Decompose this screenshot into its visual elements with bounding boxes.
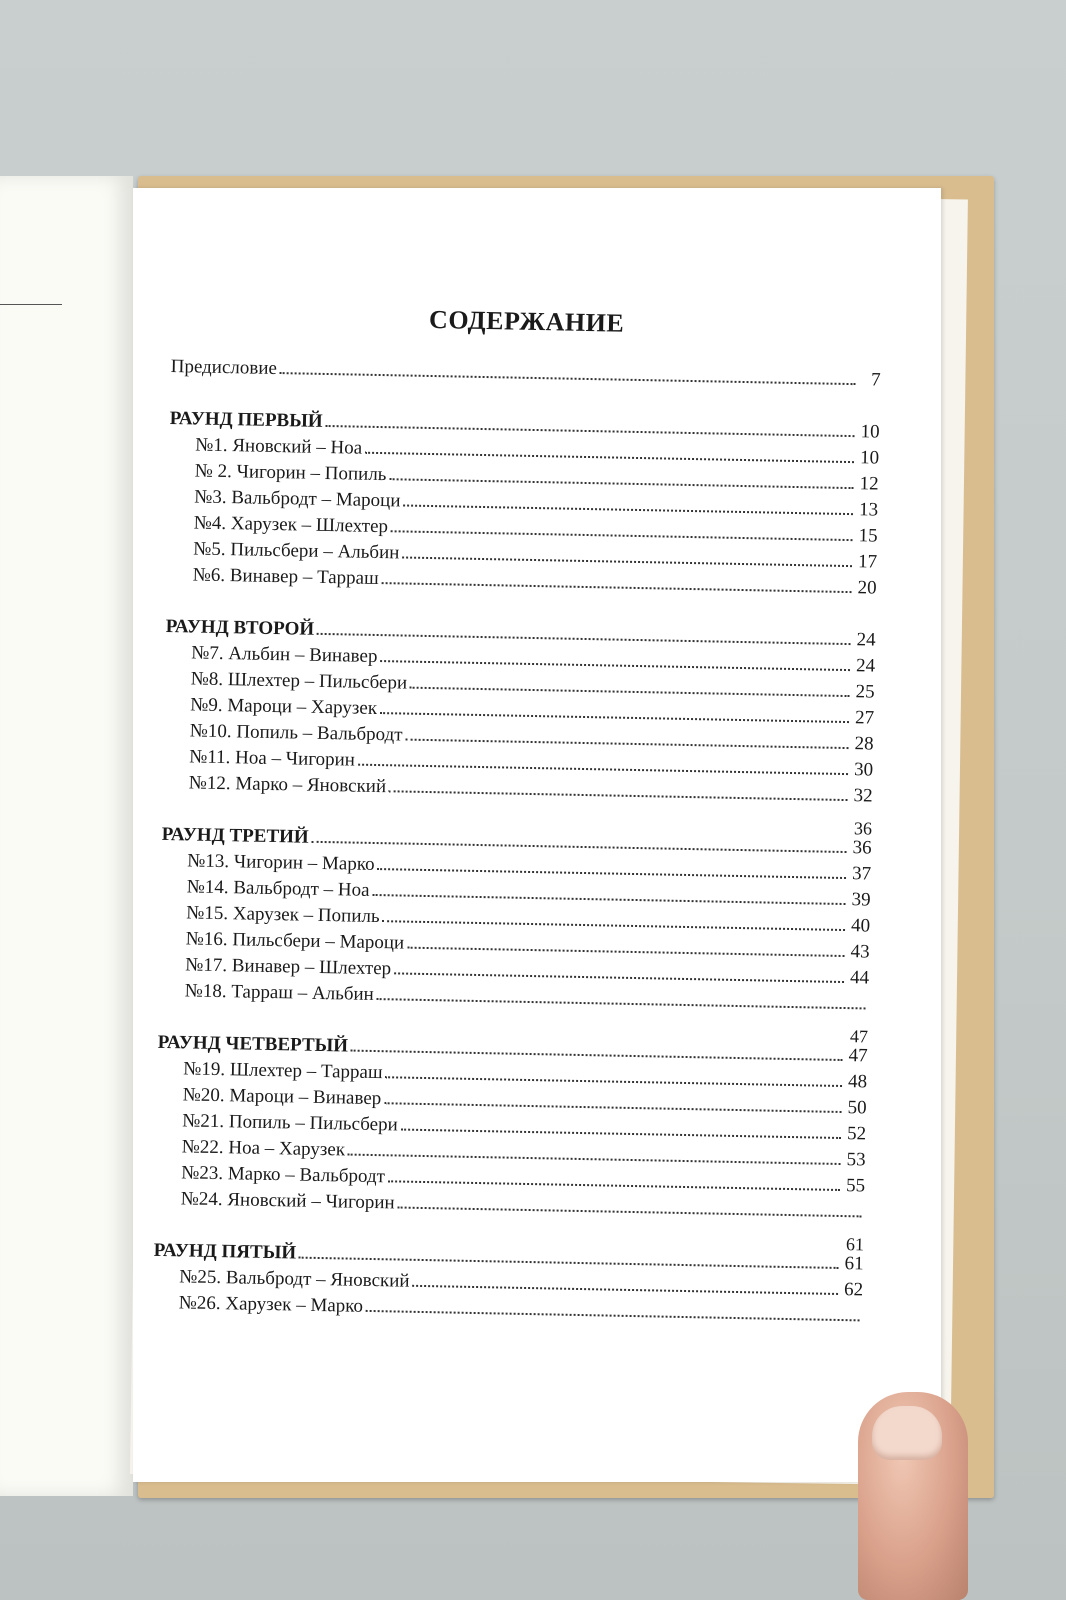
toc-entry-label: №6. Винавер – Тарраш	[192, 564, 379, 590]
left-page	[0, 176, 133, 1496]
toc-page-number: 24	[855, 655, 876, 677]
toc-front-matter	[170, 354, 880, 394]
dot-leader	[402, 556, 852, 567]
toc-page-number: 32	[853, 785, 873, 807]
toc-page-number: 61	[845, 1234, 865, 1255]
toc-page-number: 52	[846, 1123, 867, 1145]
toc-entry-label: №14. Вальбродт – Ноа	[186, 876, 370, 901]
dot-leader	[412, 1285, 838, 1295]
dot-leader	[280, 372, 856, 385]
toc-page-number: 10	[860, 421, 880, 443]
dot-leader	[372, 894, 845, 905]
toc-page-number: 47	[849, 1026, 869, 1047]
toc-entry-label: №15. Харузек – Попиль	[186, 902, 380, 928]
dot-leader	[380, 712, 849, 723]
toc-entry-label: №20. Мароци – Винавер	[182, 1084, 382, 1110]
dot-leader	[388, 1180, 840, 1191]
toc-page-number: 50	[847, 1097, 867, 1119]
toc-page-number: 15	[858, 525, 878, 547]
dot-leader	[394, 972, 844, 983]
dot-leader	[326, 425, 855, 437]
toc-page-number: 20	[857, 577, 877, 599]
toc-entry-label: №8. Шлехтер – Пильсбери	[190, 668, 408, 694]
dot-leader	[398, 1206, 862, 1217]
toc-page-number: 43	[850, 941, 870, 963]
toc-entry-label: №17. Винавер – Шлехтер	[185, 954, 392, 980]
table-of-contents	[152, 300, 881, 1329]
toc-page-number: 55	[845, 1175, 866, 1197]
toc-entry-label: РАУНД ПЕРВЫЙ	[169, 407, 323, 432]
toc-page-number: 13	[858, 499, 879, 521]
toc-page-number: 48	[847, 1071, 868, 1093]
toc-entry-label: №26. Харузек – Марко	[178, 1292, 364, 1317]
dot-leader	[389, 478, 853, 489]
dot-leader	[383, 920, 846, 931]
dot-leader	[299, 1257, 839, 1269]
toc-entry-label: №1. Яновский – Ноа	[195, 434, 363, 459]
dot-leader	[317, 633, 850, 645]
toc-entry-label: №19. Шлехтер – Тарраш	[183, 1058, 383, 1084]
toc-page-number: 62	[843, 1279, 864, 1301]
dot-leader	[380, 660, 850, 671]
toc-title: СОДЕРЖАНИЕ	[428, 304, 625, 338]
dot-leader	[382, 582, 852, 593]
dot-leader	[407, 947, 844, 957]
toc-page-number: 61	[844, 1253, 864, 1275]
toc-page	[133, 188, 941, 1482]
toc-page-number: 44	[849, 967, 870, 989]
dot-leader	[401, 1129, 841, 1139]
toc-entry-label: №21. Попиль – Пильсбери	[182, 1110, 398, 1136]
toc-entry-label: РАУНД ТРЕТИЙ	[161, 823, 309, 848]
toc-page-number: 40	[850, 915, 871, 937]
toc-page-number: 7	[870, 369, 881, 391]
toc-page-number: 36	[853, 818, 873, 839]
toc-page-number: 24	[856, 629, 876, 651]
toc-entry-label: №25. Вальбродт – Яновский	[179, 1266, 410, 1292]
toc-entry-label: №24. Яновский – Чигорин	[180, 1188, 395, 1214]
toc-page-number: 12	[859, 473, 879, 495]
toc-entry-label: №16. Пильсбери – Мароци	[185, 928, 405, 954]
dot-leader	[391, 530, 853, 541]
dot-leader	[358, 764, 848, 775]
toc-entry-label: РАУНД ВТОРОЙ	[165, 615, 315, 640]
toc-entry-label: №9. Мароци – Харузек	[190, 694, 378, 720]
dot-leader	[385, 1076, 842, 1087]
toc-entry-label: №13. Чигорин – Марко	[187, 850, 375, 875]
toc-entry-label: №10. Попиль – Вальбродт	[189, 720, 403, 746]
dot-leader	[403, 504, 853, 515]
toc-entry-label: №5. Пильсбери – Альбин	[193, 538, 400, 564]
toc-entry-label: №11. Ноа – Чигорин	[189, 746, 356, 771]
dot-leader	[410, 687, 850, 697]
dot-leader	[405, 739, 848, 750]
toc-entry-label: №18. Тарраш – Альбин	[184, 980, 375, 1006]
toc-entry-label: №3. Вальбродт – Мароци	[194, 486, 401, 512]
dot-leader	[384, 1102, 841, 1113]
toc-page-number: 30	[853, 759, 874, 781]
toc-page-number: 10	[859, 447, 880, 469]
toc-entry-label: №4. Харузек – Шлехтер	[193, 512, 389, 538]
toc-page-number: 53	[846, 1149, 866, 1171]
dot-leader	[312, 841, 847, 853]
toc-entry-label: №7. Альбин – Винавер	[191, 642, 378, 668]
thumbnail-nail	[872, 1406, 942, 1460]
thumb	[858, 1392, 968, 1600]
toc-entry-label: №12. Марко – Яновский	[188, 772, 387, 798]
toc-entry-label: Предисловие	[170, 355, 278, 380]
left-page-rule	[0, 304, 62, 305]
toc-entry-label: РАУНД ЧЕТВЕРТЫЙ	[157, 1031, 349, 1057]
dot-leader	[378, 868, 847, 879]
toc-page-number: 36	[852, 837, 872, 859]
dot-leader	[365, 452, 854, 463]
toc-lines	[152, 354, 880, 1329]
toc-page-number: 25	[855, 681, 875, 703]
toc-page-number: 37	[851, 863, 872, 885]
dot-leader	[348, 1154, 841, 1165]
dot-leader	[377, 998, 866, 1009]
toc-page-number: 17	[857, 551, 878, 573]
toc-page-number: 47	[848, 1045, 868, 1067]
toc-page-number: 39	[851, 889, 871, 911]
toc-page-number: 27	[854, 707, 875, 729]
dot-leader	[389, 790, 848, 801]
toc-entry-label: № 2. Чигорин – Попиль	[194, 460, 387, 486]
dot-leader	[351, 1050, 843, 1061]
toc-entry-label: №23. Марко – Вальбродт	[181, 1162, 386, 1188]
toc-entry-label: №22. Ноа – Харузек	[181, 1136, 346, 1161]
dot-leader	[366, 1310, 860, 1321]
toc-page-number: 28	[854, 733, 874, 755]
toc-entry-label: РАУНД ПЯТЫЙ	[153, 1239, 297, 1264]
